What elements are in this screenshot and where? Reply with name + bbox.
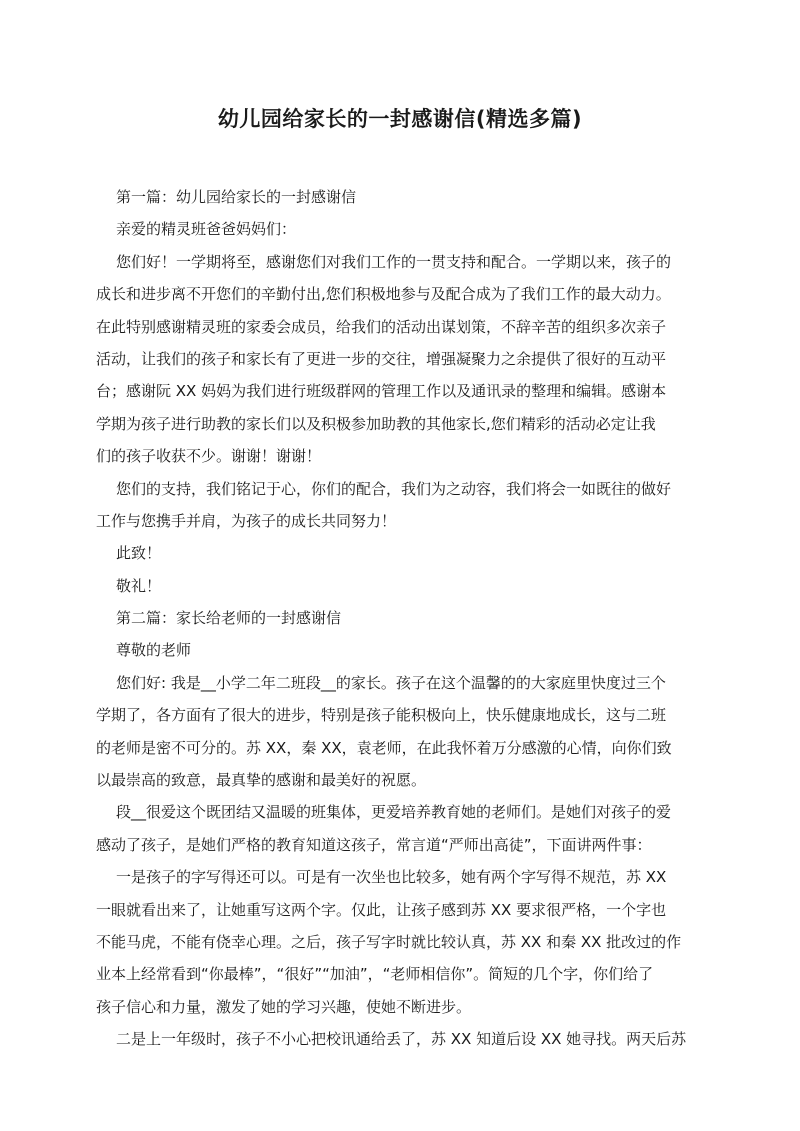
text-line: 此致！ [116, 544, 162, 563]
text-line: 业本上经常看到“你最棒”，“很好”“加油”，“老师相信你”。简短的几个字，你们给了 [96, 965, 654, 984]
text-line: 以最崇高的致意，最真挚的感谢和最美好的祝愿。 [96, 771, 427, 790]
text-line: 工作与您携手并肩，为孩子的成长共同努力！ [96, 511, 397, 530]
text-line: 台；感谢阮 XX 妈妈为我们进行班级群网的管理工作以及通讯录的整理和编辑。感谢本 [96, 382, 667, 401]
text-line: 您们好: 我是__小学二年二班段__的家长。孩子在这个温馨的的大家庭里快度过三个 [116, 673, 666, 692]
text-line: 一眼就看出来了，让她重写这两个字。仅此，让孩子感到苏 XX 要求很严格，一个字也 [96, 900, 667, 919]
text-line: 们的孩子收获不少。谢谢！谢谢！ [96, 447, 322, 466]
text-line: 的老师是密不可分的。苏 XX，秦 XX，袁老师，在此我怀着万分感激的心情，向你们致 [96, 738, 672, 757]
text-line: 尊敬的老师 [116, 641, 192, 660]
text-line: 学期了，各方面有了很大的进步，特别是孩子能积极向上，快乐健康地成长，这与二班 [96, 706, 667, 725]
document-title: 幼儿园给家长的一封感谢信(精选多篇) [217, 107, 583, 131]
text-line: 二是上一年级时，孩子不小心把校讯通给丢了，苏 XX 知道后设 XX 她寻找。两天后苏 [116, 1030, 687, 1049]
text-line: 亲爱的精灵班爸爸妈妈们： [116, 220, 297, 239]
text-line: 敬礼！ [116, 576, 162, 595]
text-line: 成长和进步离不开您们的辛勤付出,您们积极地参与及配合成为了我们工作的最大动力。 [96, 285, 671, 304]
text-line: 第一篇：幼儿园给家长的一封感谢信 [116, 188, 357, 206]
text-line: 孩子信心和力量，激发了她的学习兴趣，使她不断进步。 [96, 997, 472, 1016]
text-line: 感动了孩子，是她们严格的教育知道这孩子，常言道“严师出高徒”，下面讲两件事： [96, 835, 652, 854]
text-line: 在此特别感谢精灵班的家委会成员，给我们的活动出谋划策，不辞辛苦的组织多次亲子 [96, 317, 667, 336]
text-line: 不能马虎，不能有侥幸心理。之后，孩子写字时就比较认真，苏 XX 和秦 XX 批改过的作 [96, 932, 682, 951]
text-line: 一是孩子的字写得还可以。可是有一次坐也比较多，她有两个字写得不规范，苏 XX [116, 868, 667, 887]
text-line: 活动，让我们的孩子和家长有了更进一步的交往，增强凝聚力之余提供了很好的互动平 [96, 349, 667, 368]
text-line: 学期为孩子进行助教的家长们以及积极参加助教的其他家长,您们精彩的活动必定让我 [96, 414, 656, 433]
text-line: 段__很爱这个既团结又温暖的班集体，更爱培养教育她的老师们。是她们对孩子的爱 [116, 803, 672, 822]
text-line: 您们好！一学期将至，感谢您们对我们工作的一贯支持和配合。一学期以来，孩子的 [116, 252, 672, 271]
text-line: 第二篇：家长给老师的一封感谢信 [116, 609, 342, 628]
text-line: 您们的支持，我们铭记于心，你们的配合，我们为之动容，我们将会一如既往的做好 [116, 479, 672, 498]
document-body [96, 181, 716, 1056]
